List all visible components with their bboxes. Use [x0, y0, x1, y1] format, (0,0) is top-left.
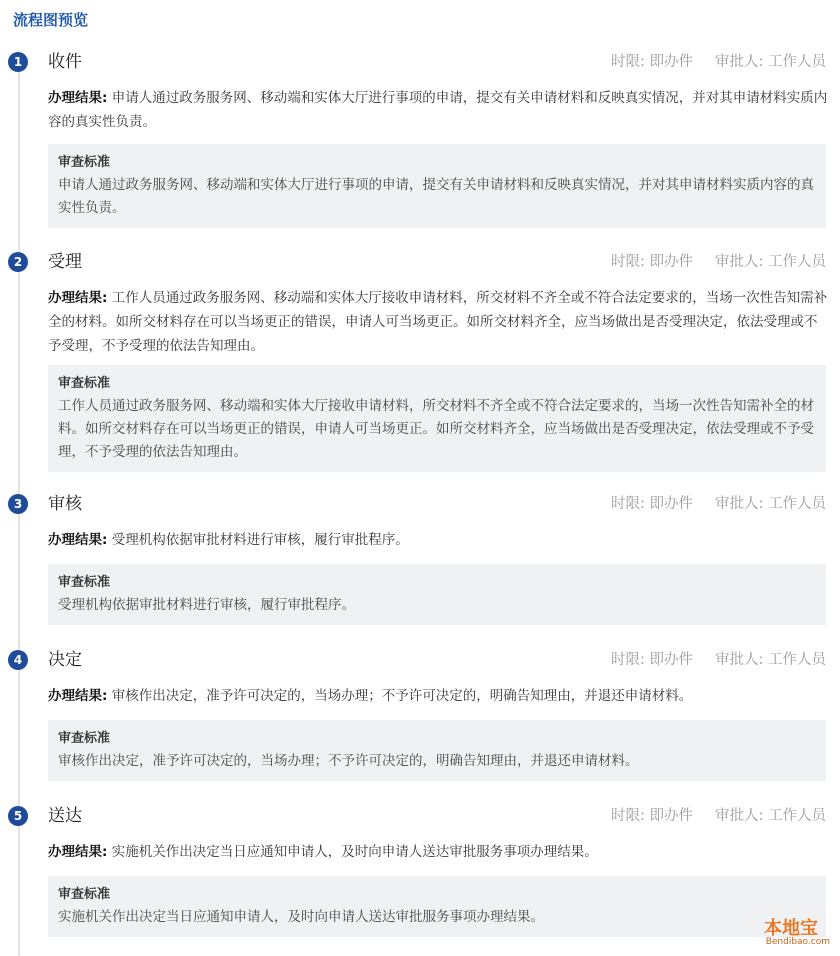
standard-text: 工作人员通过政务服务网、移动端和实体大厅接收申请材料，所交材料不齐全或不符合法定要求的，当场一次性告知需补全的材料。如所交材料存在可以当场更正的错误，申请人可当场更正。如所交材料齐全，应当场做出是否受理决定，依法受理或不予受理，不予受理的依法告知理由。 — [58, 398, 814, 460]
standard-text: 实施机关作出决定当日应通知申请人，及时向申请人送达审批服务事项办理结果。 — [58, 909, 544, 925]
standard-text: 审核作出决定，准予许可决定的，当场办理；不予许可决定的，明确告知理由，并退还申请材料。 — [58, 753, 639, 769]
result-content: 受理机构依据审批材料进行审核，履行审批程序。 — [111, 532, 409, 548]
result-content: 审核作出决定，准予许可决定的，当场办理；不予许可决定的，明确告知理由，并退还申请材料。 — [111, 688, 693, 704]
time-limit: 时限: 即办件 — [611, 652, 693, 668]
step-number-badge: 5 — [8, 806, 28, 826]
result-label: 办理结果: — [48, 532, 108, 548]
result-text — [48, 840, 828, 864]
watermark — [752, 914, 832, 952]
step-meta — [611, 52, 826, 72]
step-title: 受理 — [48, 252, 82, 272]
step-meta — [611, 252, 826, 272]
standard-box — [48, 365, 826, 472]
result-text — [48, 286, 828, 358]
step-meta — [611, 806, 826, 826]
watermark-url: Bendibao.com — [765, 937, 830, 947]
time-limit: 时限: 即办件 — [611, 496, 693, 512]
result-content: 申请人通过政务服务网、移动端和实体大厅进行事项的申请，提交有关申请材料和反映真实情况，并对其申请材料实质内容的真实性负责。 — [48, 90, 828, 130]
result-label: 办理结果: — [48, 688, 108, 704]
result-content: 实施机关作出决定当日应通知申请人，及时向申请人送达审批服务事项办理结果。 — [111, 844, 598, 860]
standard-box — [48, 720, 826, 781]
step-number-badge: 2 — [8, 252, 28, 272]
standard-title: 审查标准 — [58, 731, 111, 746]
result-text — [48, 86, 828, 134]
result-label: 办理结果: — [48, 90, 108, 106]
approver: 审批人: 工作人员 — [715, 652, 826, 668]
step-number-badge: 3 — [8, 494, 28, 514]
standard-text: 申请人通过政务服务网、移动端和实体大厅进行事项的申请，提交有关申请材料和反映真实情况，并对其申请材料实质内容的真实性负责。 — [58, 177, 814, 216]
time-limit: 时限: 即办件 — [611, 54, 693, 70]
approver: 审批人: 工作人员 — [715, 808, 826, 824]
standard-title: 审查标准 — [58, 155, 111, 170]
standard-title: 审查标准 — [58, 376, 111, 391]
step-title: 审核 — [48, 494, 82, 514]
standard-title: 审查标准 — [58, 887, 111, 902]
result-text — [48, 684, 828, 708]
standard-title: 审查标准 — [58, 575, 111, 590]
approver: 审批人: 工作人员 — [715, 496, 826, 512]
standard-box — [48, 876, 826, 937]
step-number-badge: 4 — [8, 650, 28, 670]
approver: 审批人: 工作人员 — [715, 254, 826, 270]
result-label: 办理结果: — [48, 290, 108, 306]
time-limit: 时限: 即办件 — [611, 808, 693, 824]
step-number-badge: 1 — [8, 52, 28, 72]
standard-box — [48, 144, 826, 228]
step-meta — [611, 494, 826, 514]
approver: 审批人: 工作人员 — [715, 54, 826, 70]
result-label: 办理结果: — [48, 844, 108, 860]
watermark-logo: 本地宝 — [764, 918, 818, 939]
step-title: 收件 — [48, 52, 82, 72]
result-text — [48, 528, 828, 552]
standard-text: 受理机构依据审批材料进行审核，履行审批程序。 — [58, 597, 355, 613]
page-title: 流程图预览 — [13, 11, 89, 29]
time-limit: 时限: 即办件 — [611, 254, 693, 270]
result-content: 工作人员通过政务服务网、移动端和实体大厅接收申请材料，所交材料不齐全或不符合法定要求的，当场一次性告知需补全的材料。如所交材料存在可以当场更正的错误，申请人可当场更正。如所交材料齐全，应当场做出是否受理决定，依法受理或不予受理，不予受理的依法告知理由。 — [48, 290, 828, 354]
step-title: 送达 — [48, 806, 82, 826]
standard-box — [48, 564, 826, 625]
step-title: 决定 — [48, 650, 82, 670]
step-meta — [611, 650, 826, 670]
